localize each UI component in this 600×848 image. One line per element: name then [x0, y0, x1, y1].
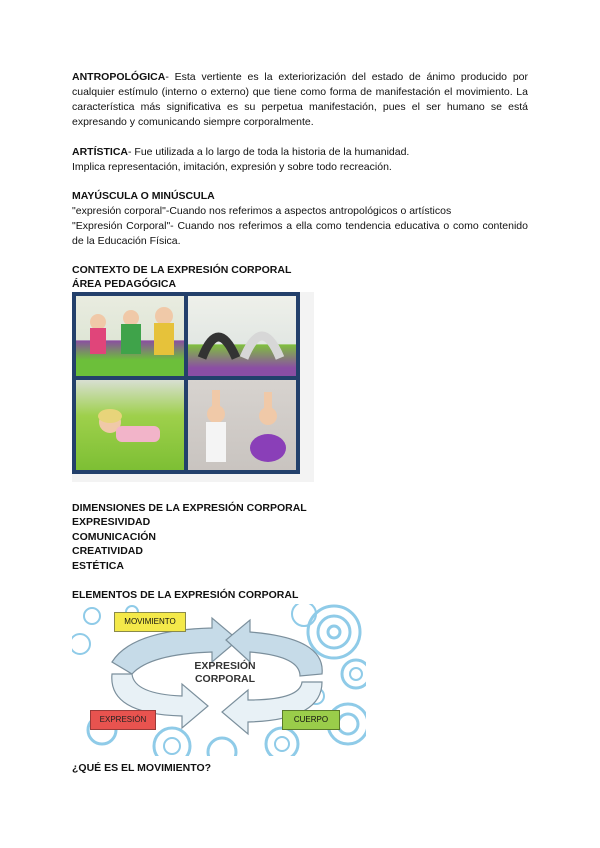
artistica-line2: Implica representación, imitación, expresión y sobre todo recreación. — [72, 161, 392, 173]
photo-children-costumes-figures — [76, 296, 184, 376]
movimiento-heading: ¿QUÉ ES EL MOVIMIENTO? — [72, 762, 212, 774]
photo-children-bending — [188, 296, 296, 376]
dimensiones-heading: DIMENSIONES DE LA EXPRESIÓN CORPORAL — [72, 502, 307, 514]
box-movimiento: MOVIMIENTO — [114, 612, 186, 632]
artistica-text: - Fue utilizada a lo largo de toda la historia de la humanidad. — [128, 146, 410, 158]
photo-children-arms-up — [188, 380, 296, 470]
antropologica-text: - Esta vertiente es la exteriorización del estado de ánimo producido por cualquier estímulo (interno o externo) que tiene como forma de manifestación el movimiento. La característica más significativa es su perpetua manifestación, pues el ser humano se está expresando y comunicando siempre corporalmente. — [72, 71, 528, 128]
photo-child-lying-figure — [76, 380, 184, 470]
antropologica-term: ANTROPOLÓGICA — [72, 71, 166, 83]
dimension-item: COMUNICACIÓN — [72, 531, 156, 543]
elementos-heading: ELEMENTOS DE LA EXPRESIÓN CORPORAL — [72, 589, 299, 601]
photo-children-costumes — [76, 296, 184, 376]
contexto-heading: CONTEXTO DE LA EXPRESIÓN CORPORAL — [72, 264, 292, 276]
area-pedagogica-heading: ÁREA PEDAGÓGICA — [72, 278, 177, 290]
mayuscula-line2: "Expresión Corporal"- Cuando nos referimos a ella como tendencia educativa o como contenido de la Educación Física. — [72, 220, 528, 247]
photo-child-lying — [76, 380, 184, 470]
diagram-center-line2: CORPORAL — [194, 673, 256, 685]
diagram-center-line1: EXPRESIÓN — [194, 660, 256, 672]
pedagogical-photo-collage — [72, 292, 314, 482]
mayuscula-heading: MAYÚSCULA O MINÚSCULA — [72, 190, 215, 202]
photo-children-bending-figures — [188, 296, 296, 376]
antropologica-paragraph — [72, 70, 528, 130]
photo-children-arms-up-figures — [188, 380, 296, 470]
artistica-paragraph — [72, 145, 528, 175]
box-expresion: EXPRESIÓN — [90, 710, 156, 730]
dimension-item: ESTÉTICA — [72, 560, 124, 572]
mayuscula-line1: "expresión corporal"-Cuando nos referimos a aspectos antropológicos o artísticos — [72, 205, 452, 217]
mayuscula-section — [72, 189, 528, 249]
dimension-item: CREATIVIDAD — [72, 545, 143, 557]
dimension-item: EXPRESIVIDAD — [72, 516, 151, 528]
box-cuerpo: CUERPO — [282, 710, 340, 730]
artistica-term: ARTÍSTICA — [72, 146, 128, 158]
diagram-center-label — [170, 660, 280, 686]
elementos-diagram — [72, 604, 366, 756]
